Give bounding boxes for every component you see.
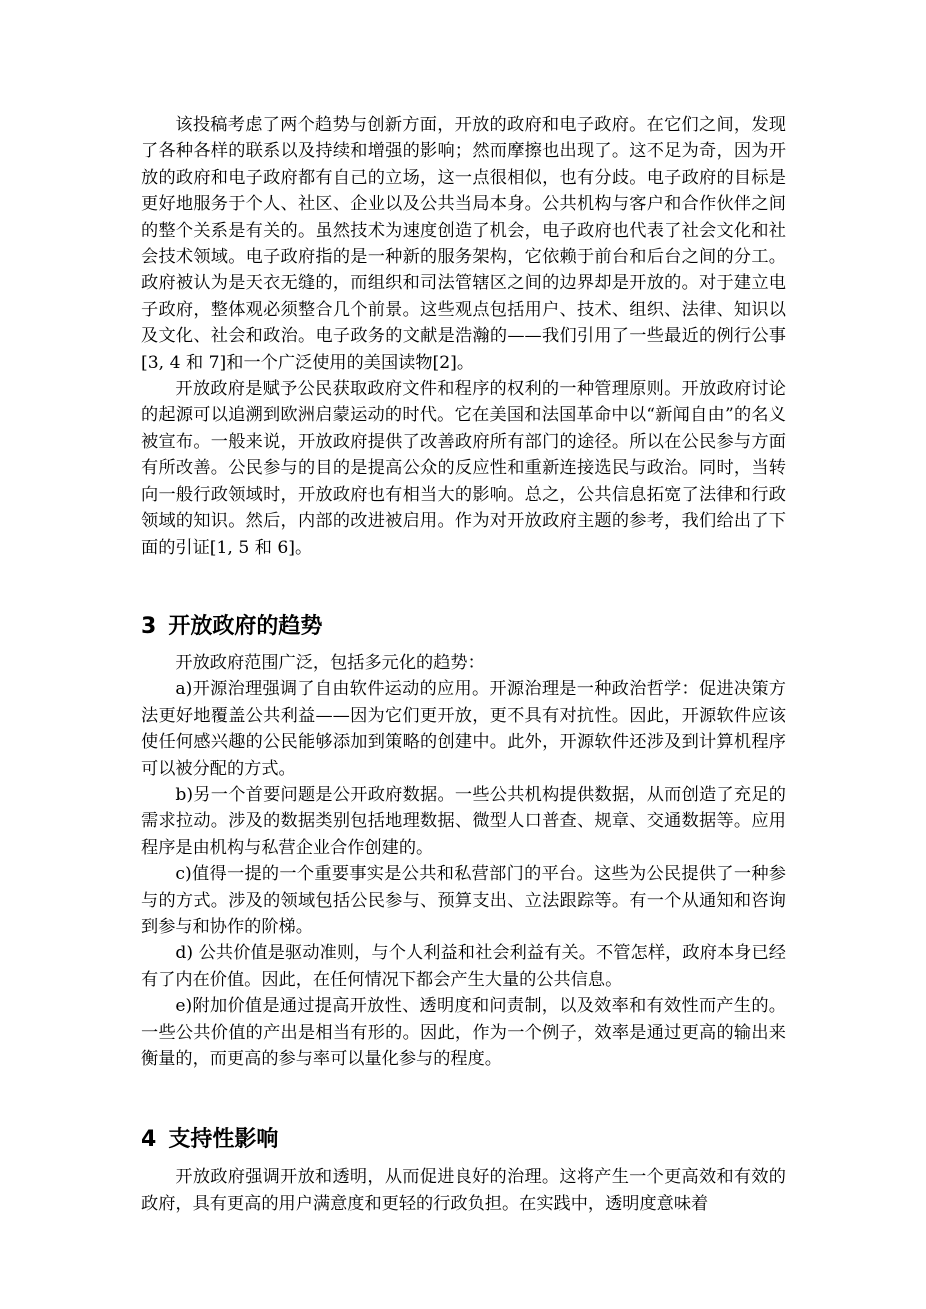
section-3-heading — [141, 612, 786, 642]
section-3-paragraph-a: a)开源治理强调了自由软件运动的应用。开源治理是一种政治哲学：促进决策方法更好地覆盖公共利益——因为它们更开放，更不具有对抗性。因此，开源软件应该使任何感兴趣的公民能够添加到策略的创建中。此外，开源软件还涉及到计算机程序可以被分配的方式。 — [141, 679, 786, 779]
section-3-number: 3 — [141, 613, 157, 639]
section-3-paragraph-d: d) 公共价值是驱动准则，与个人利益和社会利益有关。不管怎样，政府本身已经有了内在价值。因此，在任何情况下都会产生大量的公共信息。 — [141, 943, 786, 990]
paragraph-intro-2: 开放政府是赋予公民获取政府文件和程序的权利的一种管理原则。开放政府讨论的起源可以追溯到欧洲启蒙运动的时代。它在美国和法国革命中以“新闻自由”的名义被宣布。一般来说，开放政府提供了改善政府所有部门的途径。所以在公民参与方面有所改善。公民参与的目的是提高公众的反应性和重新连接选民与政治。同时，当转向一般行政领域时，开放政府也有相当大的影响。总之，公共信息拓宽了法律和行政领域的知识。然后，内部的改进被启用。作为对开放政府主题的参考，我们给出了下面的引证[1, 5 和 6]。 — [141, 379, 786, 558]
section-4-number: 4 — [141, 1127, 157, 1153]
paragraph-intro-1: 该投稿考虑了两个趋势与创新方面，开放的政府和电子政府。在它们之间，发现了各种各样的联系以及持续和增强的影响；然而摩擦也出现了。这不足为奇，因为开放的政府和电子政府都有自己的立场，这一点很相似，也有分歧。电子政府的目标是更好地服务于个人、社区、企业以及公共当局本身。公共机构与客户和合作伙伴之间的整个关系是有关的。虽然技术为速度创造了机会，电子政府也代表了社会文化和社会技术领域。电子政府指的是一种新的服务架构，它依赖于前台和后台之间的分工。政府被认为是天衣无缝的，而组织和司法管辖区之间的边界却是开放的。对于建立电子政府，整体观必须整合几个前景。这些观点包括用户、技术、组织、法律、知识以及文化、社会和政治。电子政务的文献是浩瀚的——我们引用了一些最近的例行公事[3, 4 和 7]和一个广泛使用的美国读物[2]。 — [141, 115, 786, 373]
section-3-paragraph-1: 开放政府范围广泛，包括多元化的趋势： — [175, 652, 485, 673]
section-4-paragraph-1: 开放政府强调开放和透明，从而促进良好的治理。这将产生一个更高效和有效的政府，具有更高的用户满意度和更轻的行政负担。在实践中，透明度意味着 — [141, 1167, 786, 1214]
section-3-paragraph-e: e)附加价值是通过提高开放性、透明度和问责制，以及效率和有效性而产生的。一些公共价值的产出是相当有形的。因此，作为一个例子，效率是通过更高的输出来衡量的，而更高的参与率可以量化参与的程度。 — [141, 996, 786, 1069]
section-4-title: 支持性影响 — [168, 1127, 279, 1153]
section-4-heading — [141, 1125, 786, 1155]
section-3-paragraph-c: c)值得一提的一个重要事实是公共和私营部门的平台。这些为公民提供了一种参与的方式。涉及的领域包括公民参与、预算支出、立法跟踪等。有一个从通知和咨询到参与和协作的阶梯。 — [141, 864, 786, 937]
section-3-title: 开放政府的趋势 — [168, 613, 323, 639]
section-3-paragraph-b: b)另一个首要问题是公开政府数据。一些公共机构提供数据，从而创造了充足的需求拉动。涉及的数据类别包括地理数据、微型人口普查、规章、交通数据等。应用程序是由机构与私营企业合作创建的。 — [141, 784, 786, 858]
